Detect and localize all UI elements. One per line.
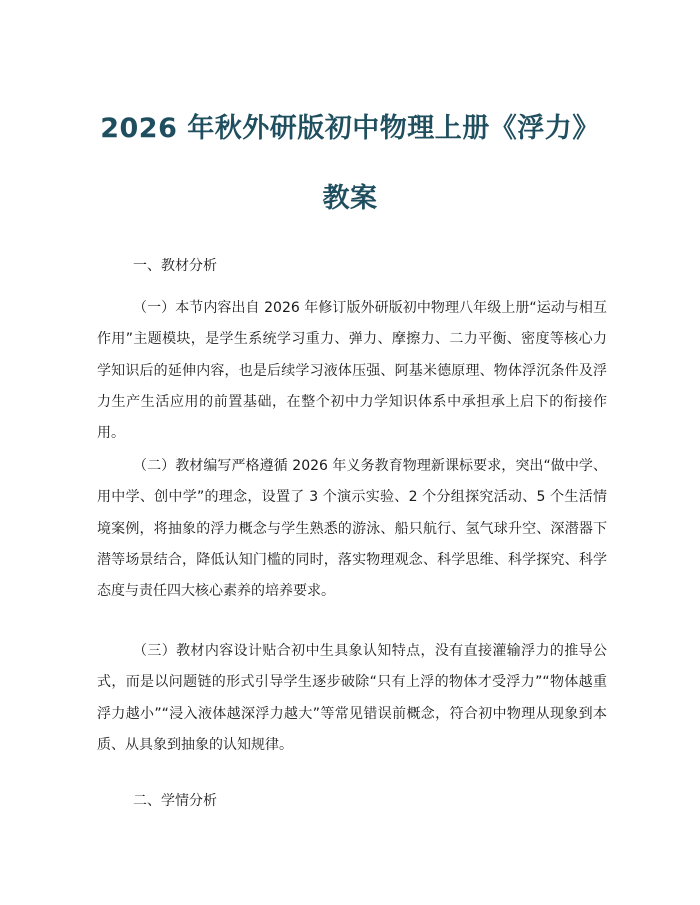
section-heading-student-analysis: 二、学情分析 xyxy=(133,793,217,809)
document-title-line-2: 教案 xyxy=(322,183,378,214)
section-heading-textbook-analysis: 一、教材分析 xyxy=(133,258,217,274)
paragraph-1: （一）本节内容出自 2026 年修订版外研版初中物理八年级上册“运动与相互作用”主题模块，是学生系统学习重力、弹力、摩擦力、二力平衡、密度等核心力学知识后的延伸内容，也是后续学习液体压强、阿基米德原理、物体浮沉条件及浮力生产生活应用的前置基础，在整个初中力学知识体系中承担承上启下的衔接作用。 xyxy=(97,300,607,442)
document-title-line-1: 2026 年秋外研版初中物理上册《浮力》 xyxy=(100,113,600,144)
paragraph-3: （三）教材内容设计贴合初中生具象认知特点，没有直接灌输浮力的推导公式，而是以问题链的形式引导学生逐步破除“只有上浮的物体才受浮力”“物体越重浮力越小”“浸入液体越深浮力越大”等常见错误前概念，符合初中物理从现象到本质、从具象到抽象的认知规律。 xyxy=(97,643,607,753)
paragraph-2: （二）教材编写严格遵循 2026 年义务教育物理新课标要求，突出“做中学、用中学、创中学”的理念，设置了 3 个演示实验、2 个分组探究活动、5 个生活情境案例，将抽象的浮力概念与学生熟悉的游泳、船只航行、氢气球升空、深潜器下潜等场景结合，降低认知门槛的同时，落实物理观念、科学思维、科学探究、科学态度与责任四大核心素养的培养要求。 xyxy=(97,458,607,600)
